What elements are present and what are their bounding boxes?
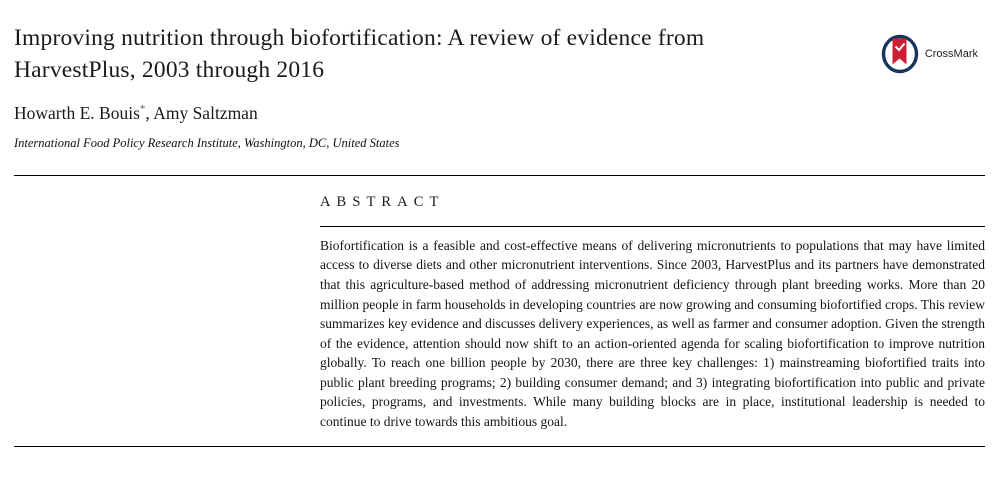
abstract-text: Biofortification is a feasible and cost-effective means of delivering micronutrients to populations that may have limited access to diverse diets and other micronutrient interventions. Since 2003, HarvestPlus and its partners have demonstrated that this agriculture-based method of addressing micronutrient deficiency through plant breeding works. More than 20 million people in farm households in developing countries are now growing and consuming biofortified crops. This review summarizes key evidence and discusses delivery experiences, as well as farmer and consumer adoption. Given the strength of the evidence, attention should now shift to an action-oriented agenda for scaling biofortification to improve nutrition globally. To reach one billion people by 2030, there are three key challenges: 1) mainstreaming biofortified traits into public plant breeding programs; 2) building consumer demand; and 3) integrating biofortification into public and private policies, programs, and investments. While many building blocks are in place, institutional leadership is needed to continue to drive towards this ambitious goal. [320,237,985,429]
paper-title: Improving nutrition through biofortification: A review of evidence from HarvestPlus, 2003 through 2016 [14,25,705,84]
author-separator: , [145,102,154,123]
author-1: Howarth E. Bouis [14,102,140,123]
paper-header [14,22,985,151]
crossmark-logo-icon [880,33,920,75]
abstract-section [14,176,985,432]
abstract-column [320,176,985,432]
affiliation: International Food Policy Research Institute, Washington, DC, United States [14,135,400,150]
abstract-heading: ABSTRACT [320,193,445,210]
crossmark-badge[interactable] [880,33,978,75]
bottom-divider [14,446,985,447]
corresponding-author-marker[interactable]: * [139,103,146,116]
author-2: Amy Saltzman [153,102,258,123]
authors-line [14,103,985,124]
crossmark-label: CrossMark [924,48,978,60]
abstract-divider [320,226,985,227]
